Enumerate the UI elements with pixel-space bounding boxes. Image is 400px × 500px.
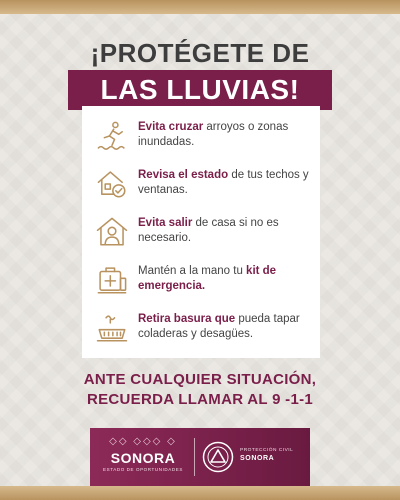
footer-logos — [90, 428, 310, 486]
gold-bottom-border — [0, 486, 400, 500]
tip-text-1 — [138, 116, 314, 150]
tip-item-3 — [92, 212, 314, 256]
tip-bold-2: Revisa el estado — [138, 169, 229, 181]
title-line-1: ¡PROTÉGETE DE — [90, 38, 310, 68]
tip-item-1 — [92, 116, 314, 160]
call-to-action — [0, 370, 400, 410]
drain-grate-icon — [92, 308, 132, 348]
civil-protection-logo — [240, 448, 306, 462]
sonora-logo-subtitle: ESTADO DE OPORTUNIDADES — [103, 467, 183, 472]
tip-pre-4: Mantén a la mano tu — [138, 265, 247, 277]
tip-bold-1: Evita cruzar — [138, 121, 204, 133]
title-line-2: LAS LLUVIAS! — [100, 74, 300, 105]
tip-text-4 — [138, 260, 314, 294]
tips-card — [82, 106, 320, 358]
running-person-waves-icon — [92, 116, 132, 156]
gold-top-border — [0, 0, 400, 14]
civil-protection-name: SONORA — [240, 455, 275, 462]
tip-rest-1: arroyos o zonas inundadas. — [138, 121, 289, 148]
tip-text-5 — [138, 308, 314, 342]
tip-item-4 — [92, 260, 314, 304]
title-banner — [68, 70, 332, 110]
tip-bold-5: Retira basura que — [138, 313, 236, 325]
tip-item-5 — [92, 308, 314, 352]
tip-text-3 — [138, 212, 314, 246]
emergency-kit-icon — [92, 260, 132, 300]
tip-rest-3: de casa si no es necesario. — [138, 217, 279, 244]
sonora-logo-name: SONORA — [110, 450, 176, 466]
sonora-logo-glyphs: ◇◇ ◇◇◇ ◇ — [109, 436, 177, 447]
tip-text-2 — [138, 164, 314, 198]
tip-bold-4: kit de emergencia. — [138, 265, 277, 292]
tip-rest-5: pueda tapar coladeras y desagües. — [138, 313, 300, 340]
house-check-icon — [92, 164, 132, 204]
civil-protection-label: PROTECCIÓN CIVIL — [240, 448, 294, 453]
tip-item-2 — [92, 164, 314, 208]
person-house-icon — [92, 212, 132, 252]
tip-rest-2: de tus techos y ventanas. — [138, 169, 309, 196]
cta-line-1: ANTE CUALQUIER SITUACIÓN, — [83, 371, 317, 388]
tip-bold-3: Evita salir — [138, 217, 193, 229]
footer-divider — [194, 438, 195, 476]
sonora-logo — [98, 436, 188, 480]
cta-line-2: RECUERDA LLAMAR AL 9 -1-1 — [86, 391, 314, 408]
civil-protection-seal-icon — [202, 441, 234, 473]
